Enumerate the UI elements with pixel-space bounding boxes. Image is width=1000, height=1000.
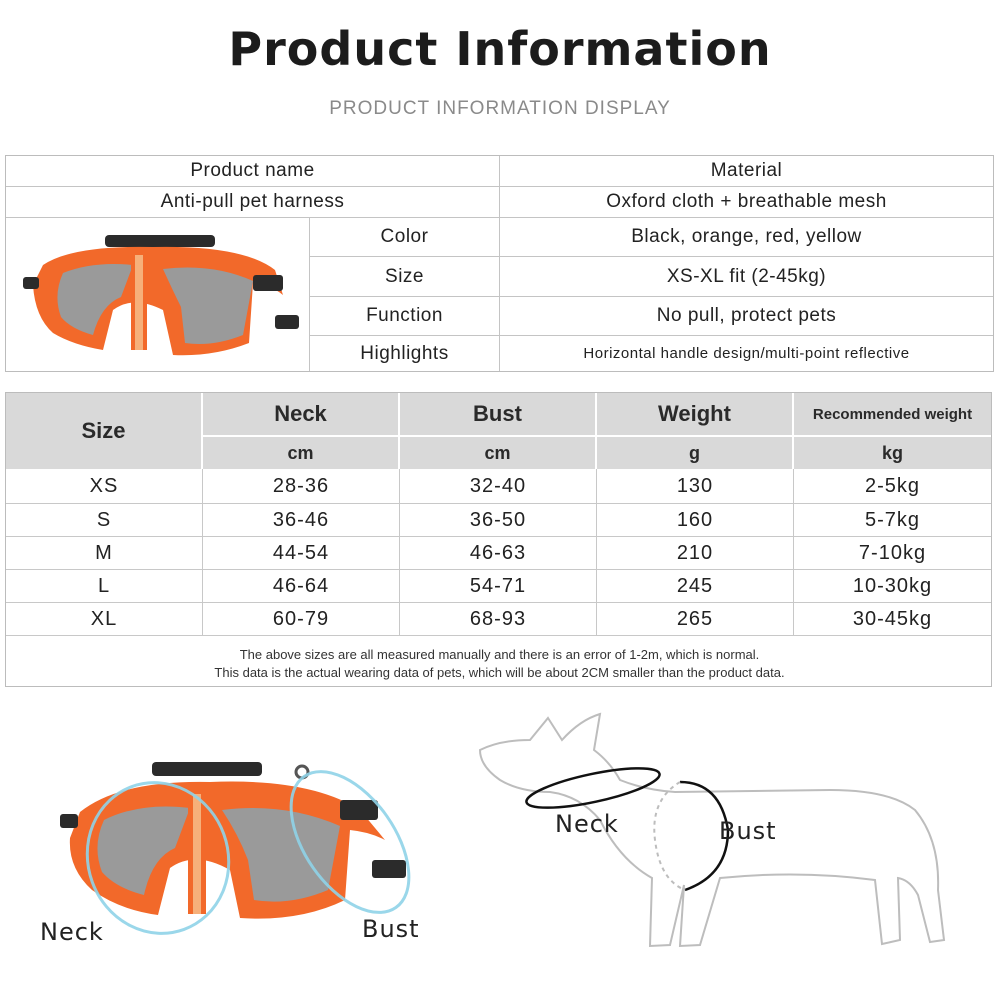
neck-cell: 28-36: [272, 475, 330, 497]
info-row-value: XS-XL fit (2-45kg): [500, 257, 993, 297]
harness-photo: [13, 225, 303, 365]
bust-cell: 54-71: [469, 574, 527, 597]
size-cell: S: [96, 508, 112, 531]
weight-header: Weight: [597, 393, 792, 435]
neck-cell: 36-46: [272, 508, 330, 531]
weight-cell: 265: [676, 607, 714, 630]
dog-silhouette: [480, 714, 944, 946]
recommended-cell: 7-10kg: [858, 541, 927, 564]
dog-neck-ring: [524, 760, 663, 816]
info-row-label: Color: [310, 218, 500, 257]
size-chart-table: [5, 392, 992, 687]
recommended-cell: 2-5kg: [864, 475, 921, 497]
recommended-weight-header-text: Recommended weight: [812, 405, 973, 423]
weight-cell: 245: [676, 574, 714, 597]
info-row-value: No pull, protect pets: [500, 297, 993, 336]
size-note-line-2: This data is the actual wearing data of pets, which will be about 2CM smaller than the product data.: [214, 665, 785, 680]
neck-header: Neck: [203, 393, 398, 435]
bust-unit: cm: [400, 437, 595, 469]
info-row-label: Size: [310, 257, 500, 297]
recommended-unit: kg: [794, 437, 991, 469]
size-header: Size: [6, 393, 201, 469]
bust-cell: 46-63: [469, 541, 527, 564]
recommended-cell: 30-45kg: [852, 607, 933, 630]
harness-neck-label: Neck: [40, 918, 104, 946]
neck-cell: 44-54: [272, 541, 330, 564]
product-info-table: [5, 155, 994, 372]
size-cell: XL: [90, 607, 118, 630]
dog-bust-ring-back: [654, 782, 685, 890]
page-title: Product Information: [228, 22, 772, 76]
weight-unit: g: [597, 437, 792, 469]
product-name-value: Anti-pull pet harness: [6, 187, 500, 218]
material-label: Material: [500, 156, 993, 187]
size-cell: M: [95, 541, 113, 564]
weight-cell: 130: [676, 475, 714, 497]
size-cell: XS: [89, 475, 119, 497]
harness-bust-label: Bust: [362, 915, 420, 943]
bust-header: Bust: [400, 393, 595, 435]
harness-image: [6, 218, 310, 371]
neck-cell: 60-79: [272, 607, 330, 630]
page-subtitle: PRODUCT INFORMATION DISPLAY: [329, 98, 671, 119]
dog-bust-label: Bust: [719, 817, 777, 845]
neck-cell: 46-64: [272, 574, 330, 597]
recommended-cell: 10-30kg: [852, 574, 933, 597]
material-value: Oxford cloth + breathable mesh: [500, 187, 993, 218]
bust-cell: 68-93: [469, 607, 527, 630]
product-name-label: Product name: [6, 156, 500, 187]
info-row-value: Horizontal handle design/multi-point reflective: [583, 345, 910, 362]
info-row-value: Black, orange, red, yellow: [500, 218, 993, 257]
weight-cell: 210: [676, 541, 714, 564]
weight-cell: 160: [676, 508, 714, 531]
recommended-weight-header: [794, 393, 991, 435]
dog-neck-label: Neck: [555, 810, 619, 838]
bust-cell: 32-40: [469, 475, 527, 497]
info-row-label: Function: [310, 297, 500, 336]
info-row-label: Highlights: [310, 336, 500, 371]
recommended-cell: 5-7kg: [864, 508, 921, 531]
neck-unit: cm: [203, 437, 398, 469]
bust-cell: 36-50: [469, 508, 527, 531]
size-cell: L: [97, 574, 111, 597]
size-note-line-1: The above sizes are all measured manually and there is an error of 1-2m, which is normal.: [239, 647, 760, 662]
